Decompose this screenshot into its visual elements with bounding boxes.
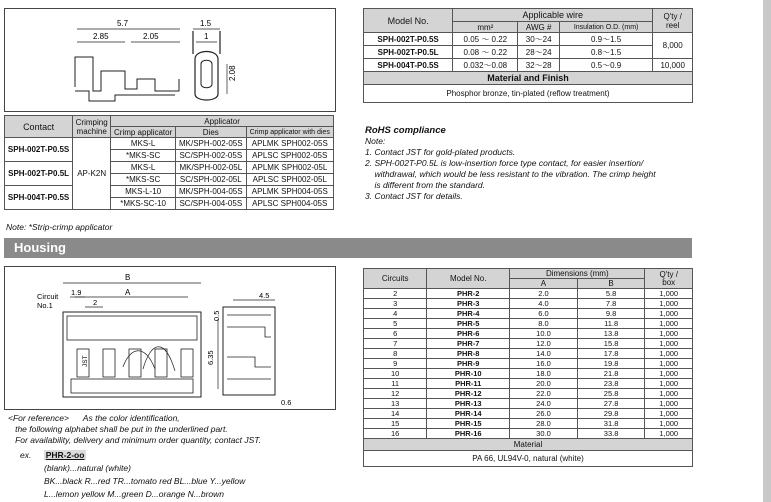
qty-box-header: Q'ty / box [645,269,693,289]
table-row [364,359,693,369]
housing-drawing [4,266,336,410]
table-cell: 1,000 [645,409,693,419]
rohs-line: is different from the standard. [365,180,486,190]
table-cell: *MKS-SC-10 [111,198,176,210]
table-cell: 1,000 [645,339,693,349]
table-cell: 4 [364,309,427,319]
circuits-header: Circuits [364,269,427,289]
table-cell: 13 [364,399,427,409]
table-cell: 9 [364,359,427,369]
table-cell: 8 [364,349,427,359]
table-cell: 8.0 [510,319,578,329]
color-line: L...lemon yellow M...green D...orange N...brown [44,489,224,499]
model-cell: PHR-4 [427,309,510,319]
rohs-title: RoHS compliance [365,125,446,136]
table-row [364,349,693,359]
table-cell: 17.8 [577,349,645,359]
table-cell: 14 [364,409,427,419]
model-cell: PHR-11 [427,379,510,389]
table-row [364,399,693,409]
table-cell: *MKS-SC [111,150,176,162]
dimensions-header: Dimensions (mm) [510,269,645,279]
dim-1-5: 1.5 [200,19,212,28]
table-cell: 2.0 [510,289,578,299]
table-cell: 11 [364,379,427,389]
table-row [364,319,693,329]
rohs-line: 1. Contact JST for gold-plated products. [365,147,516,157]
housing-section-bar [4,238,692,258]
table-cell: 32～28 [518,59,559,72]
table-row [364,429,693,439]
table-cell: SC/SPH-002-05L [176,174,246,186]
table-cell: MK/SPH-002-05L [176,162,246,174]
terminal-drawing-svg [5,9,335,111]
dim-6-35: 6.35 [206,350,215,365]
dim-2: 2 [93,298,98,307]
table-cell: 0.9～1.5 [559,33,653,46]
table-cell: *MKS-SC [111,174,176,186]
model-cell: SPH-002T-P0.5L [364,46,453,59]
table-cell: 31.8 [577,419,645,429]
table-cell: 30～24 [518,33,559,46]
table-cell: 22.0 [510,389,578,399]
table-cell: 11.8 [577,319,645,329]
table-cell: SC/SPH-002-05S [176,150,246,162]
table-cell: 1,000 [645,299,693,309]
model-cell: PHR-8 [427,349,510,359]
dies-header: Dies [176,127,246,138]
model-cell: PHR-16 [427,429,510,439]
table-cell: 1,000 [645,329,693,339]
table-cell: 24.0 [510,399,578,409]
table-cell: MKS-L-10 [111,186,176,198]
housing-drawing-svg [5,267,335,409]
color-line: BK...black R...red TR...tomato red BL...blue Y...yellow [44,476,246,486]
table-cell: APLMK SPH004-05S [246,186,333,198]
table-cell: 10 [364,369,427,379]
table-cell: 13.8 [577,329,645,339]
mm2-header: mm² [453,22,518,33]
dim-2-85: 2.85 [93,32,109,41]
table-cell: 1,000 [645,369,693,379]
table-cell: APLMK SPH002-05L [246,162,333,174]
crimping-machine-header: Crimping machine [73,116,111,138]
applicable-wire-header: Applicable wire [453,9,653,22]
table-cell: 5.8 [577,289,645,299]
table-cell: 2 [364,289,427,299]
model-cell: PHR-3 [427,299,510,309]
table-cell: MKS-L [111,162,176,174]
table-cell: 1,000 [645,419,693,429]
table-cell: 19.8 [577,359,645,369]
table-row [364,289,693,299]
table-cell: 29.8 [577,409,645,419]
table-cell: 1,000 [645,399,693,409]
color-line: (blank)...natural (white) [44,463,131,473]
example-line [8,450,348,461]
material-header: Material [364,439,693,451]
table-row [364,379,693,389]
table-cell: 4.0 [510,299,578,309]
table-cell: 14.0 [510,349,578,359]
qty-cell: 10,000 [653,59,693,72]
table-cell: 1,000 [645,319,693,329]
contact-cell: SPH-004T-P0.5S [5,186,73,210]
table-cell: 9.8 [577,309,645,319]
dim-b-header: B [577,279,645,289]
applicable-wire-table [363,8,693,103]
table-cell: 23.8 [577,379,645,389]
table-cell: APLMK SPH002-05S [246,138,333,150]
ex-label: ex. [20,450,32,460]
table-cell: APLSC SPH002-05S [246,150,333,162]
table-cell: 27.8 [577,399,645,409]
table-cell: APLSC SPH004-05S [246,198,333,210]
model-cell: SPH-002T-P0.5S [364,33,453,46]
table-cell: 20.0 [510,379,578,389]
jst-mark: JST [82,355,89,367]
circuit-label: Circuit [37,292,59,301]
model-cell: PHR-15 [427,419,510,429]
dim-a: A [125,288,131,297]
model-cell: PHR-13 [427,399,510,409]
model-cell: PHR-5 [427,319,510,329]
table-cell: 15 [364,419,427,429]
table-row [364,339,693,349]
table-cell: 33.8 [577,429,645,439]
no1-label: No.1 [37,301,53,310]
table-cell: 0.032～0.08 [453,59,518,72]
dim-a-header: A [510,279,578,289]
rohs-notes [365,125,695,202]
rohs-line: Note: [365,136,386,146]
table-cell: 0.8～1.5 [559,46,653,59]
rohs-line: 3. Contact JST for details. [365,191,463,201]
awg-header: AWG # [518,22,559,33]
table-cell: 15.8 [577,339,645,349]
table-row [364,419,693,429]
table-cell: 16 [364,429,427,439]
table-cell: MK/SPH-004-05S [176,186,246,198]
table-cell: 0.05 ～ 0.22 [453,33,518,46]
contact-header: Contact [5,116,73,138]
table-cell: 12 [364,389,427,399]
housing-dimensions-table [363,268,693,467]
table-row [364,409,693,419]
machine-cell: AP-K2N [73,138,111,210]
material-finish-header: Material and Finish [364,72,693,85]
page-edge [763,0,771,502]
model-cell: PHR-7 [427,339,510,349]
table-cell: 5 [364,319,427,329]
table-cell: 12.0 [510,339,578,349]
table-cell: 30.0 [510,429,578,439]
dim-2-05: 2.05 [143,32,159,41]
table-cell: 6 [364,329,427,339]
insulation-header: Insulation O.D. (mm) [559,22,653,33]
crimp-applicator-header: Crimp applicator [111,127,176,138]
table-row [364,309,693,319]
applicator-header: Applicator [111,116,334,127]
model-cell: PHR-12 [427,389,510,399]
table-cell: MK/SPH-002-05S [176,138,246,150]
strip-crimp-note: Note: *Strip-crimp applicator [6,222,113,232]
table-cell: 1,000 [645,309,693,319]
material-finish-value: Phosphor bronze, tin-plated (reflow treatment) [364,85,693,103]
table-cell: 16.0 [510,359,578,369]
reference-text [8,413,348,500]
contact-cell: SPH-002T-P0.5L [5,162,73,186]
table-cell: 28.0 [510,419,578,429]
table-cell: 1,000 [645,379,693,389]
qty-cell: 8,000 [653,33,693,59]
dim-2-08: 2.08 [228,65,237,81]
table-cell: 21.8 [577,369,645,379]
terminal-drawing [4,8,336,112]
dim-b: B [125,273,131,282]
crimp-with-dies-header: Crimp applicator with dies [246,127,333,138]
model-cell: SPH-004T-P0.5S [364,59,453,72]
table-cell: SC/SPH-004-05S [176,198,246,210]
contact-cell: SPH-002T-P0.5S [5,138,73,162]
dim-0-6: 0.6 [281,398,292,407]
table-cell: 1,000 [645,289,693,299]
qty-reel-header: Q'ty / reel [653,9,693,33]
model-cell: PHR-6 [427,329,510,339]
rohs-line: 2. SPH-002T-P0.5L is low-insertion force type contact, for easier insertion/ [365,158,644,168]
dim-5-7: 5.7 [117,19,129,28]
dim-1-9: 1.9 [71,288,82,297]
table-cell: 7 [364,339,427,349]
table-row [364,329,693,339]
table-cell: 10.0 [510,329,578,339]
model-cell: PHR-9 [427,359,510,369]
table-row [364,369,693,379]
dim-0-5: 0.5 [212,310,221,321]
table-cell: 25.8 [577,389,645,399]
table-cell: 0.5～0.9 [559,59,653,72]
model-cell: PHR-2 [427,289,510,299]
dim-1: 1 [204,32,209,41]
table-cell: 1,000 [645,359,693,369]
rohs-line: withdrawal, which would be less resistant to the vibration. The crimp height [365,169,656,179]
table-cell: 26.0 [510,409,578,419]
table-row [364,389,693,399]
table-cell: 7.8 [577,299,645,309]
material-value: PA 66, UL94V-0, natural (white) [364,451,693,467]
table-cell: 1,000 [645,349,693,359]
reference-line: For availability, delivery and minimum order quantity, contact JST. [8,435,262,445]
table-cell: APLSC SPH002-05L [246,174,333,186]
reference-line: the following alphabet shall be put in the underlined part. [8,424,228,434]
table-cell: 28～24 [518,46,559,59]
table-cell: 1,000 [645,429,693,439]
table-row [364,299,693,309]
contact-applicator-table [4,115,334,210]
table-cell: 3 [364,299,427,309]
housing-title: Housing [14,240,66,255]
table-cell: 0.08 ～ 0.22 [453,46,518,59]
model-no-header: Model No. [427,269,510,289]
dim-4-5: 4.5 [259,291,270,300]
table-cell: MKS-L [111,138,176,150]
model-cell: PHR-10 [427,369,510,379]
table-cell: 18.0 [510,369,578,379]
reference-line: <For reference> As the color identification, [8,413,180,423]
table-cell: 6.0 [510,309,578,319]
table-cell: 1,000 [645,389,693,399]
ex-model: PHR-2-oo [45,450,85,460]
model-cell: PHR-14 [427,409,510,419]
model-no-header: Model No. [364,9,453,33]
